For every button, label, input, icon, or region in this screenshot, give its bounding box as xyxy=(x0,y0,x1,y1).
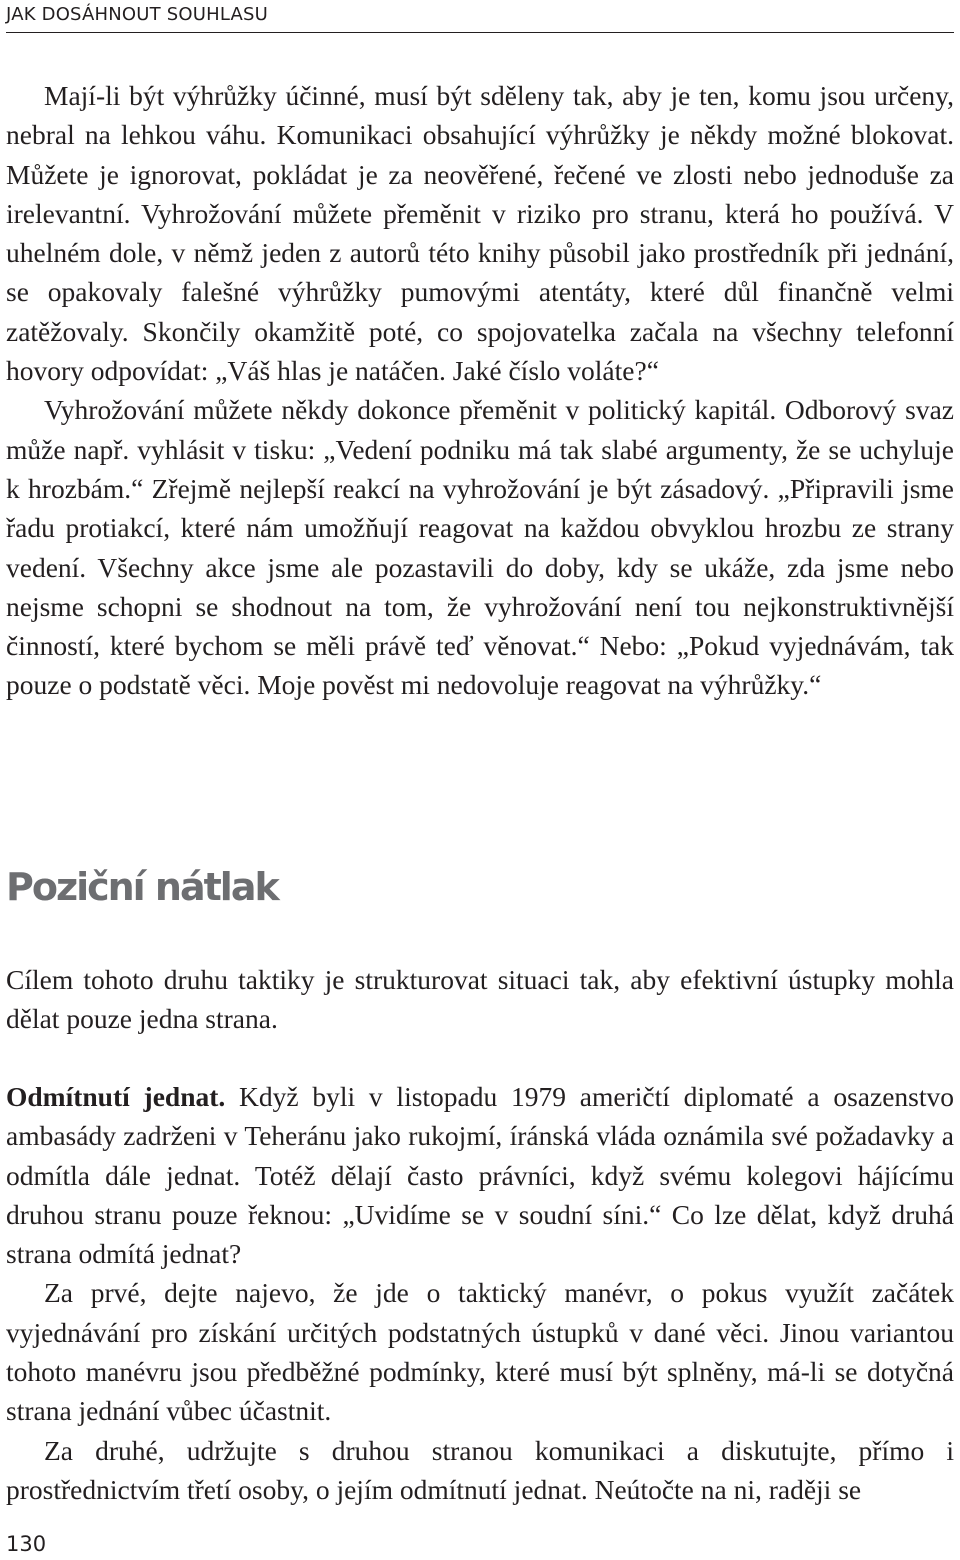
paragraph: Vyhrožování můžete někdy dokonce přeměnit v politický kapitál. Odborový svaz může např. vyhlásit v tisku: „Vedení podniku má tak slabé argumenty, že se uchyluje k hrozbám.“ Zřejmě nejlepší reakcí na vyhrožování je být zásadový. „Připravili jsme řadu protiakcí, které nám umožňují reagovat na každou obvyklou hrozbu ze strany vedení. Všechny akce jsme ale pozastavili do doby, kdy se ukáže, zda jsme nebo nejsme schopni se shodnout na tom, že vyhrožování není tou nejkonstruktivnější činností, které bychom se měli právě teď věnovat.“ Nebo: „Pokud vyjednávám, tak pouze o podstatě věci. Moje pověst mi nedovoluje reagovat na výhrůžky.“ xyxy=(6,394,954,701)
section-heading: Poziční nátlak xyxy=(6,865,278,909)
run-in-heading: Odmítnutí jednat. xyxy=(6,1081,226,1112)
running-title: JAK DOSÁHNOUT SOUHLASU xyxy=(6,4,269,25)
paragraph: Cílem tohoto druhu taktiky je strukturovat situaci tak, aby efektivní ústupky mohla dělat pouze jedna strana. xyxy=(6,964,954,1035)
body-text-refusal xyxy=(6,1077,954,1509)
page-number: 130 xyxy=(6,1532,47,1556)
paragraph: Mají-li být výhrůžky účinné, musí být sděleny tak, aby je ten, komu jsou určeny, nebral na lehkou váhu. Komunikaci obsahující výhrůžky je někdy možné blokovat. Můžete je ignorovat, pokládat je za neověřené, řečené ve zlosti nebo jednoduše za irelevantní. Vyhrožování můžete přeměnit v riziko pro stranu, která ho používá. V uhelném dole, v němž jeden z autorů této knihy působil jako prostředník při jednání, se opakovaly falešné výhrůžky pumovými atentáty, které důl finančně velmi zatěžovaly. Skončily okamžitě poté, co spojovatelka začala na všechny telefonní hovory odpovídat: „Váš hlas je natáčen. Jaké číslo voláte?“ xyxy=(6,80,954,387)
paragraph: Za druhé, udržujte s druhou stranou komunikaci a diskutujte, přímo i prostřednictvím třetí osoby, o jejím odmítnutí jednat. Neútočte na ni, raději se xyxy=(6,1434,954,1505)
paragraph: Za prvé, dejte najevo, že jde o taktický manévr, o pokus využít začátek vyjednávání pro získání určitých podstatných ústupků v dané věci. Jinou variantou tohoto manévru jsou předběžné podmínky, které musí být splněny, má-li se dotyčná strana jednání vůbec účastnit. xyxy=(6,1277,954,1427)
body-text-threats xyxy=(6,76,954,705)
running-header xyxy=(6,2,954,33)
paragraph-run-in xyxy=(6,1077,954,1273)
run-in-text: Když byli v listopadu 1979 američtí diplomaté a osazenstvo ambasády zadrženi v Teheránu jako rukojmí, íránská vláda oznámila své požadavky a odmítla dále jednat. Totéž dělají často právníci, když svému kolegovi hájícímu druhou stranu pouze řeknou: „Uvidíme se v soudní síni.“ Co lze dělat, když druhá strana odmítá jednat? xyxy=(6,1081,954,1270)
section-intro xyxy=(6,960,954,1039)
